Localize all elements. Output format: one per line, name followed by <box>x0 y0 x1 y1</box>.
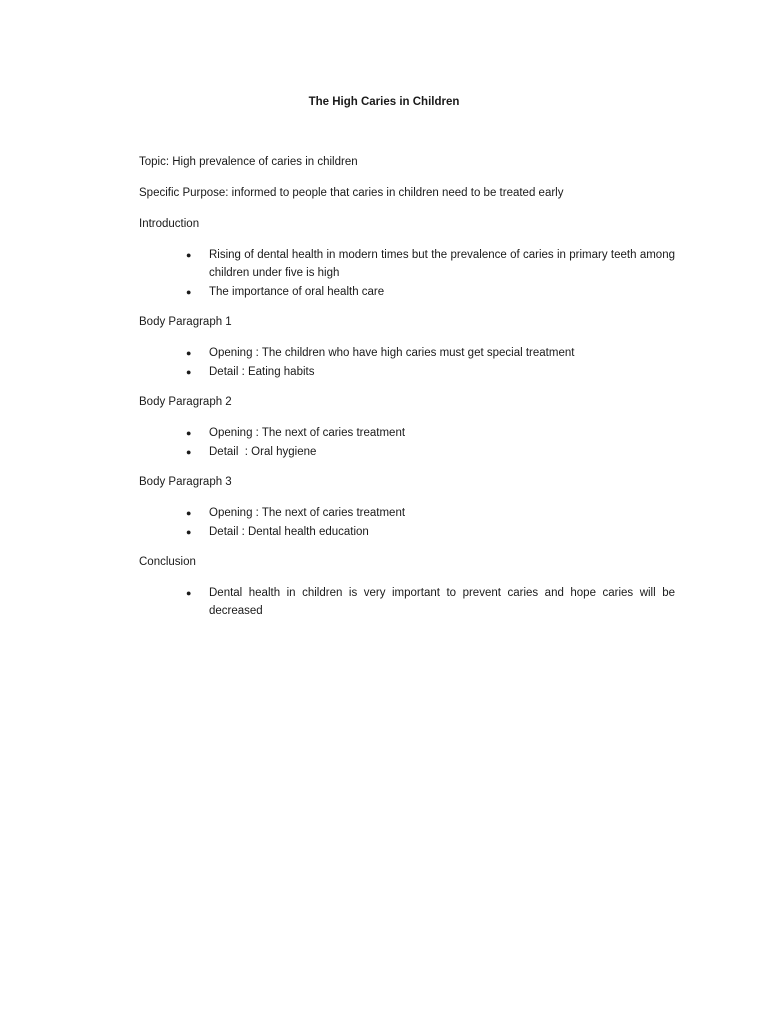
list-item-text: Detail : Dental health education <box>209 526 369 538</box>
section-list-body-paragraph-1 <box>139 344 675 381</box>
section-heading-body-paragraph-2: Body Paragraph 2 <box>139 396 232 408</box>
list-item <box>139 363 675 381</box>
document-title: The High Caries in Children <box>308 96 460 108</box>
bullet-icon: ● <box>186 527 192 537</box>
list-item-text: Dental health in children is very important to prevent caries and hope caries will be decreased <box>209 587 675 617</box>
list-item <box>139 344 675 362</box>
section-list-body-paragraph-2 <box>139 424 675 461</box>
list-item <box>139 443 675 461</box>
list-item <box>139 246 675 282</box>
document-body <box>139 153 675 632</box>
list-item <box>139 424 675 442</box>
bullet-icon: ● <box>186 367 192 377</box>
list-item <box>139 504 675 522</box>
list-item <box>139 523 675 541</box>
bullet-icon: ● <box>186 508 192 518</box>
section-heading-body-paragraph-1: Body Paragraph 1 <box>139 316 232 328</box>
bullet-icon: ● <box>186 348 192 358</box>
list-item-text: Detail : Eating habits <box>209 366 315 378</box>
list-item-text: Detail : Oral hygiene <box>209 446 317 458</box>
topic-line: Topic: High prevalence of caries in children <box>139 156 358 168</box>
section-list-conclusion <box>139 584 675 620</box>
specific-purpose-line: Specific Purpose: informed to people that caries in children need to be treated early <box>139 187 564 199</box>
section-heading-body-paragraph-3: Body Paragraph 3 <box>139 476 232 488</box>
list-item <box>139 584 675 620</box>
list-item-text: Opening : The next of caries treatment <box>209 427 406 439</box>
section-heading-introduction: Introduction <box>139 218 200 230</box>
list-item-text: Rising of dental health in modern times but the prevalence of caries in primary teeth among children under five is high <box>209 249 675 279</box>
bullet-icon: ● <box>186 588 192 598</box>
list-item-text: The importance of oral health care <box>209 286 385 298</box>
list-item-text: Opening : The next of caries treatment <box>209 507 406 519</box>
bullet-icon: ● <box>186 428 192 438</box>
section-list-body-paragraph-3 <box>139 504 675 541</box>
section-list-introduction <box>139 246 675 301</box>
list-item-text: Opening : The children who have high caries must get special treatment <box>209 347 575 359</box>
bullet-icon: ● <box>186 287 192 297</box>
section-heading-conclusion: Conclusion <box>139 556 196 568</box>
list-item <box>139 283 675 301</box>
bullet-icon: ● <box>186 250 192 260</box>
bullet-icon: ● <box>186 447 192 457</box>
